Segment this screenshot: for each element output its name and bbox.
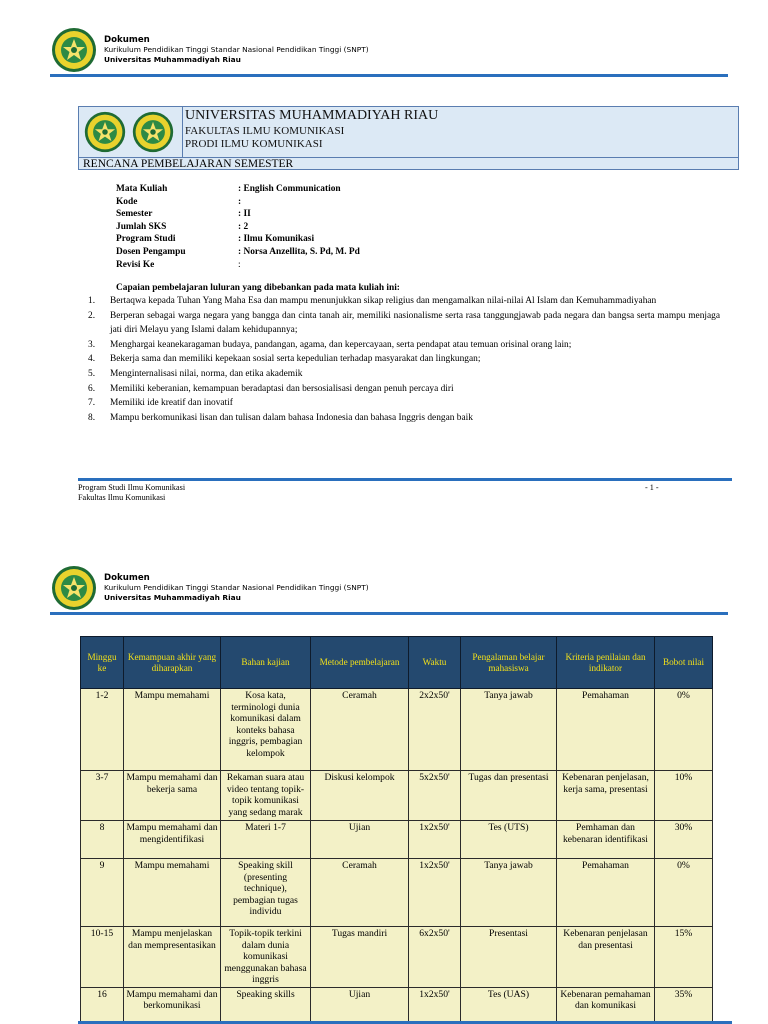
course-meta	[116, 183, 360, 271]
table-cell: 1-2	[81, 689, 124, 771]
meta-label: Kode	[116, 196, 138, 207]
column-header: Minggu ke	[81, 637, 124, 689]
table-cell: Kebenaran penjelasan, kerja sama, presentasi	[557, 771, 655, 821]
column-header: Waktu	[409, 637, 461, 689]
university-logo-icon	[83, 110, 127, 159]
item-text: Menghargai keanekaragaman budaya, pandangan, agama, dan kepercayaan, serta pendapat atau temuan orisinal orang lain;	[110, 339, 572, 350]
table-cell: Pemhaman dan kebenaran identifikasi	[557, 821, 655, 859]
meta-row	[116, 183, 360, 196]
meta-row	[116, 233, 360, 246]
meta-label: Jumlah SKS	[116, 221, 167, 232]
table-cell: 9	[81, 859, 124, 927]
list-item	[88, 396, 720, 411]
program-name: PRODI ILMU KOMUNIKASI	[185, 138, 323, 150]
table-cell: 1x2x50'	[409, 821, 461, 859]
item-number: 4.	[88, 354, 96, 365]
header-divider	[50, 74, 728, 77]
list-item	[88, 411, 720, 426]
meta-row	[116, 208, 360, 221]
list-item	[88, 367, 720, 382]
item-text: Bertaqwa kepada Tuhan Yang Maha Esa dan mampu menunjukkan sikap religius dan mengamalkan nilai-nilai Al Islam dan Kemuhammadiyahan	[110, 296, 657, 306]
item-text: Menginternalisasi nilai, norma, dan etika akademik	[110, 368, 303, 379]
university-label: Universitas Muhammadiyah Riau	[104, 593, 241, 602]
table-cell: Topik-topik terkini dalam dunia komunikasi menggunakan bahasa inggris	[221, 927, 311, 988]
table-cell: 0%	[655, 689, 713, 771]
footer-program: Program Studi Ilmu Komunikasi	[78, 483, 186, 492]
table-cell: Materi 1-7	[221, 821, 311, 859]
table-cell: Mampu memahami dan berkomunikasi	[124, 987, 221, 1024]
table-cell: 3-7	[81, 771, 124, 821]
item-number: 2.	[88, 310, 96, 321]
table-cell: 16	[81, 987, 124, 1024]
footer-divider	[78, 478, 732, 481]
table-cell: Diskusi kelompok	[311, 771, 409, 821]
curriculum-label: Kurikulum Pendidikan Tinggi Standar Nasional Pendidikan Tinggi (SNPT)	[104, 583, 369, 592]
meta-row	[116, 196, 360, 209]
university-logo-icon	[50, 26, 98, 79]
item-text: Memiliki ide kreatif dan inovatif	[110, 398, 233, 409]
table-cell: Mampu memahami	[124, 689, 221, 771]
table-cell: Mampu memahami dan bekerja sama	[124, 771, 221, 821]
table-row	[81, 771, 713, 821]
faculty-name: FAKULTAS ILMU KOMUNIKASI	[185, 125, 345, 137]
item-text: Berperan sebagai warga negara yang bangga dan cinta tanah air, memiliki nasionalisme serta rasa tanggungjawab pada negara dan bangsa serta mampu menjaga jati diri Melayu yang Islami dalam kehidupannya;	[110, 310, 720, 336]
column-header: Bobot nilai	[655, 637, 713, 689]
meta-label: Dosen Pengampu	[116, 246, 186, 257]
table-cell: 10%	[655, 771, 713, 821]
item-text: Bekerja sama dan memiliki kepekaan sosial serta kepedulian terhadap masyarakat dan lingkungan;	[110, 354, 481, 365]
table-row	[81, 689, 713, 771]
university-logo-icon	[131, 110, 175, 159]
page-number: - 1 -	[645, 483, 659, 492]
item-number: 5.	[88, 368, 96, 379]
institution-box	[78, 106, 739, 170]
meta-label: Mata Kuliah	[116, 184, 168, 194]
table-cell: Tanya jawab	[461, 689, 557, 771]
table-cell: Speaking skill (presenting technique), pembagian tugas individu	[221, 859, 311, 927]
table-cell: Ujian	[311, 821, 409, 859]
doc-label: Dokumen	[104, 35, 150, 45]
meta-value: : 2	[238, 221, 249, 232]
item-text: Mampu berkomunikasi lisan dan tulisan dalam bahasa Indonesia dan bahasa Inggris dengan baik	[110, 412, 473, 423]
table-cell: Tanya jawab	[461, 859, 557, 927]
university-logo-icon	[50, 564, 98, 617]
table-header-row	[81, 637, 713, 689]
table-row	[81, 927, 713, 988]
item-text: Memiliki keberanian, kemampuan beradaptasi dan bersosialisasi dengan penuh percaya diri	[110, 383, 454, 394]
table-cell: 5x2x50'	[409, 771, 461, 821]
table-cell: 8	[81, 821, 124, 859]
table-cell: Ujian	[311, 987, 409, 1024]
institution-logos	[79, 107, 183, 157]
list-item	[88, 352, 720, 367]
meta-row	[116, 221, 360, 234]
table-cell: 1x2x50'	[409, 987, 461, 1024]
table-cell: 15%	[655, 927, 713, 988]
table-cell: Tugas dan presentasi	[461, 771, 557, 821]
table-cell: Ceramah	[311, 689, 409, 771]
meta-value: : II	[238, 209, 251, 220]
list-item	[88, 382, 720, 397]
table-cell: Kosa kata, terminologi dunia komunikasi dalam konteks bahasa inggris, pembagian kelompok	[221, 689, 311, 771]
table-row	[81, 821, 713, 859]
table-cell: 2x2x50'	[409, 689, 461, 771]
cpl-title: Capaian pembelajaran luluran yang dibebankan pada mata kuliah ini:	[116, 283, 400, 293]
item-number: 6.	[88, 383, 96, 394]
table-cell: Tugas mandiri	[311, 927, 409, 988]
list-item	[88, 309, 720, 338]
table-cell: 6x2x50'	[409, 927, 461, 988]
table-cell: 0%	[655, 859, 713, 927]
cpl-list	[88, 294, 720, 425]
item-number: 8.	[88, 412, 96, 423]
document-title: RENCANA PEMBELAJARAN SEMESTER	[79, 157, 738, 170]
table-cell: Ceramah	[311, 859, 409, 927]
meta-value: :	[238, 196, 242, 207]
table-cell: Kebenaran penjelasan dan presentasi	[557, 927, 655, 988]
column-header: Kemampuan akhir yang diharapkan	[124, 637, 221, 689]
table-cell: Rekaman suara atau video tentang topik-topik komunikasi yang sedang marak	[221, 771, 311, 821]
table-cell: 10-15	[81, 927, 124, 988]
column-header: Metode pembelajaran	[311, 637, 409, 689]
curriculum-label: Kurikulum Pendidikan Tinggi Standar Nasional Pendidikan Tinggi (SNPT)	[104, 45, 369, 54]
table-cell: Tes (UAS)	[461, 987, 557, 1024]
list-item	[88, 294, 720, 309]
item-number: 1.	[88, 296, 96, 306]
item-number: 3.	[88, 339, 96, 350]
meta-row	[116, 259, 360, 272]
meta-label: Revisi Ke	[116, 259, 155, 270]
footer-faculty: Fakultas Ilmu Komunikasi	[78, 493, 166, 502]
table-cell: Pemahaman	[557, 689, 655, 771]
table-cell: Kebenaran pemahaman dan komunikasi	[557, 987, 655, 1024]
table-cell: Pemahaman	[557, 859, 655, 927]
meta-value: :	[238, 259, 241, 270]
table-cell: Mampu memahami	[124, 859, 221, 927]
column-header: Pengalaman belajar mahasiswa	[461, 637, 557, 689]
learning-plan-table	[80, 636, 713, 1024]
document-header	[50, 26, 730, 76]
meta-row	[116, 246, 360, 259]
meta-value: : Ilmu Komunikasi	[238, 234, 315, 245]
university-name: UNIVERSITAS MUHAMMADIYAH RIAU	[185, 108, 439, 123]
column-header: Bahan kajian	[221, 637, 311, 689]
university-label: Universitas Muhammadiyah Riau	[104, 55, 241, 64]
table-row	[81, 987, 713, 1024]
list-item	[88, 338, 720, 353]
meta-value: : English Communication	[238, 184, 341, 194]
table-cell: Mampu menjelaskan dan mempresentasikan	[124, 927, 221, 988]
table-cell: Tes (UTS)	[461, 821, 557, 859]
document-header	[50, 564, 730, 614]
table-cell: Presentasi	[461, 927, 557, 988]
meta-label: Semester	[116, 209, 153, 220]
header-divider	[50, 612, 728, 615]
table-cell: Mampu memahami dan mengidentifikasi	[124, 821, 221, 859]
table-row	[81, 859, 713, 927]
table-cell: 30%	[655, 821, 713, 859]
column-header: Kriteria penilaian dan indikator	[557, 637, 655, 689]
meta-label: Program Studi	[116, 234, 176, 245]
table-cell: Speaking skills	[221, 987, 311, 1024]
doc-label: Dokumen	[104, 573, 150, 583]
table-cell: 1x2x50'	[409, 859, 461, 927]
page-footer	[78, 483, 185, 503]
item-number: 7.	[88, 398, 96, 409]
meta-value: : Norsa Anzellita, S. Pd, M. Pd	[238, 246, 360, 257]
table-cell: 35%	[655, 987, 713, 1024]
